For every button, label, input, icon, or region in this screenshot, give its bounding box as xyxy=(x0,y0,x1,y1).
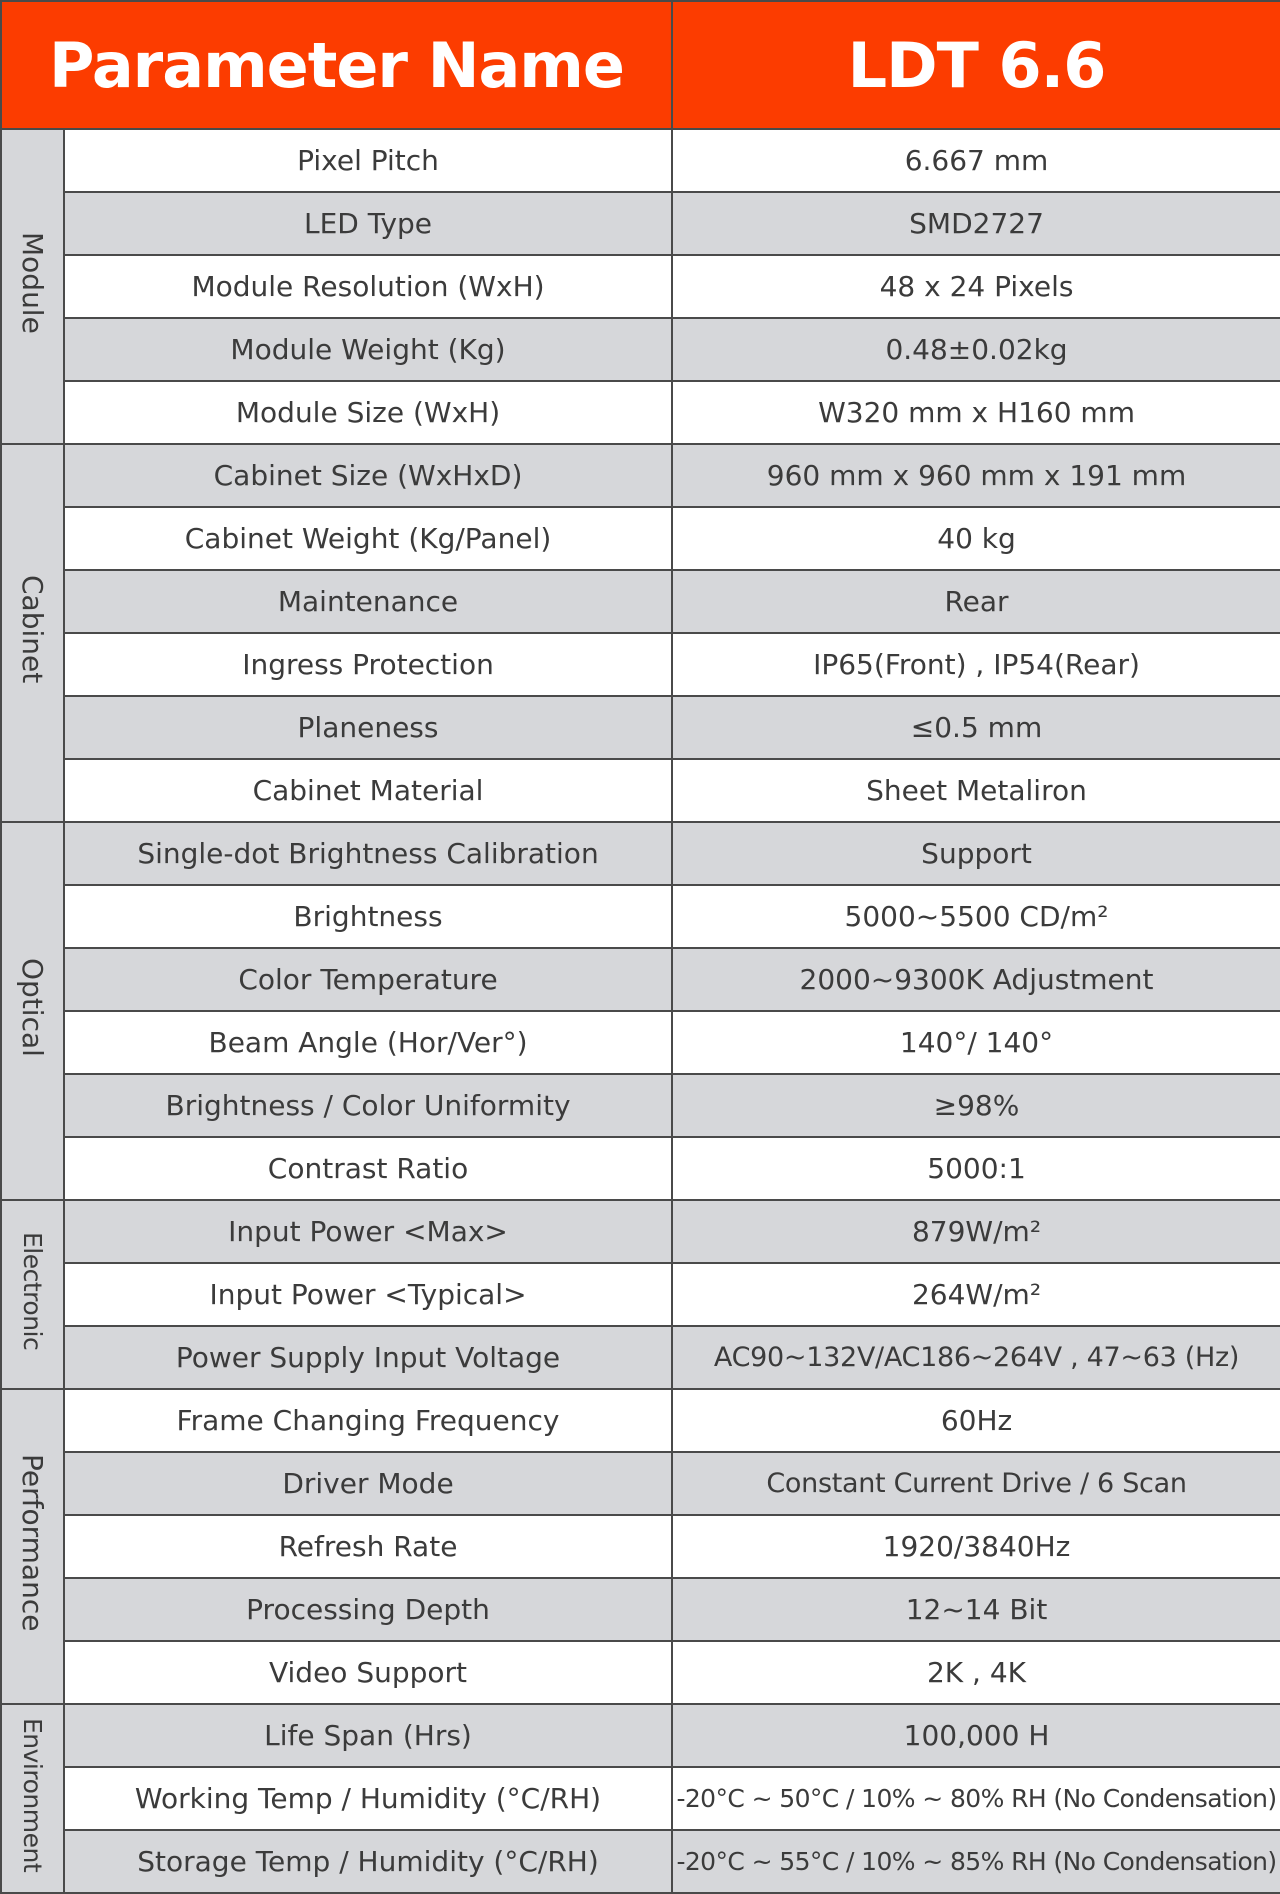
spec-row xyxy=(1,1137,1280,1200)
parameter-name-cell: Storage Temp / Humidity (°C/RH) xyxy=(64,1830,672,1893)
parameter-name-cell: Input Power <Max> xyxy=(64,1200,672,1263)
parameter-name-cell: Single-dot Brightness Calibration xyxy=(64,822,672,885)
spec-row xyxy=(1,1074,1280,1137)
parameter-value-cell: -20°C ~ 50°C / 10% ~ 80% RH (No Condensation) xyxy=(672,1767,1280,1830)
spec-row xyxy=(1,1452,1280,1515)
group-cell-environment xyxy=(1,1704,64,1893)
spec-row xyxy=(1,1011,1280,1074)
spec-row xyxy=(1,1200,1280,1263)
group-label: Electronic xyxy=(18,1231,47,1351)
spec-row xyxy=(1,1326,1280,1389)
parameter-name-cell: Brightness xyxy=(64,885,672,948)
parameter-value-cell: ≥98% xyxy=(672,1074,1280,1137)
parameter-name-cell: Working Temp / Humidity (°C/RH) xyxy=(64,1767,672,1830)
group-cell-optical xyxy=(1,822,64,1200)
parameter-name-cell: Contrast Ratio xyxy=(64,1137,672,1200)
spec-row xyxy=(1,318,1280,381)
parameter-value-cell: Rear xyxy=(672,570,1280,633)
parameter-name-cell: Pixel Pitch xyxy=(64,129,672,192)
spec-row xyxy=(1,1389,1280,1452)
group-cell-performance xyxy=(1,1389,64,1704)
parameter-value-cell: AC90~132V/AC186~264V , 47~63 (Hz) xyxy=(672,1326,1280,1389)
parameter-value-cell: 2000~9300K Adjustment xyxy=(672,948,1280,1011)
parameter-name-cell: Brightness / Color Uniformity xyxy=(64,1074,672,1137)
parameter-value-cell: 264W/m² xyxy=(672,1263,1280,1326)
group-label: Performance xyxy=(16,1454,49,1632)
spec-body xyxy=(1,129,1280,1893)
parameter-value-cell: 2K , 4K xyxy=(672,1641,1280,1704)
parameter-value-cell: 48 x 24 Pixels xyxy=(672,255,1280,318)
parameter-value-cell: 60Hz xyxy=(672,1389,1280,1452)
spec-row xyxy=(1,507,1280,570)
parameter-name-cell: Power Supply Input Voltage xyxy=(64,1326,672,1389)
group-label: Module xyxy=(16,232,49,334)
group-label: Environment xyxy=(18,1717,47,1873)
spec-row xyxy=(1,1767,1280,1830)
parameter-name-cell: Video Support xyxy=(64,1641,672,1704)
parameter-name-cell: Maintenance xyxy=(64,570,672,633)
spec-row xyxy=(1,633,1280,696)
spec-row xyxy=(1,1830,1280,1893)
parameter-name-cell: Life Span (Hrs) xyxy=(64,1704,672,1767)
header-parameter-name: Parameter Name xyxy=(1,1,672,129)
parameter-value-cell: 1920/3840Hz xyxy=(672,1515,1280,1578)
parameter-name-cell: Module Size (WxH) xyxy=(64,381,672,444)
parameter-name-cell: Driver Mode xyxy=(64,1452,672,1515)
parameter-value-cell: SMD2727 xyxy=(672,192,1280,255)
parameter-name-cell: Planeness xyxy=(64,696,672,759)
parameter-name-cell: Processing Depth xyxy=(64,1578,672,1641)
parameter-value-cell: 960 mm x 960 mm x 191 mm xyxy=(672,444,1280,507)
parameter-value-cell: 5000:1 xyxy=(672,1137,1280,1200)
spec-row xyxy=(1,1641,1280,1704)
spec-row xyxy=(1,1704,1280,1767)
parameter-value-cell: 140°/ 140° xyxy=(672,1011,1280,1074)
parameter-name-cell: Cabinet Weight (Kg/Panel) xyxy=(64,507,672,570)
spec-row xyxy=(1,948,1280,1011)
spec-row xyxy=(1,759,1280,822)
parameter-value-cell: 5000~5500 CD/m² xyxy=(672,885,1280,948)
group-cell-electronic xyxy=(1,1200,64,1389)
spec-row xyxy=(1,1515,1280,1578)
parameter-name-cell: Cabinet Material xyxy=(64,759,672,822)
spec-row xyxy=(1,885,1280,948)
parameter-name-cell: Module Weight (Kg) xyxy=(64,318,672,381)
parameter-name-cell: Color Temperature xyxy=(64,948,672,1011)
parameter-value-cell: W320 mm x H160 mm xyxy=(672,381,1280,444)
parameter-value-cell: 0.48±0.02kg xyxy=(672,318,1280,381)
spec-row xyxy=(1,1263,1280,1326)
group-label: Optical xyxy=(16,958,49,1057)
header-model: LDT 6.6 xyxy=(672,1,1280,129)
spec-row xyxy=(1,696,1280,759)
parameter-value-cell: 40 kg xyxy=(672,507,1280,570)
spec-row xyxy=(1,444,1280,507)
spec-row xyxy=(1,192,1280,255)
parameter-name-cell: Refresh Rate xyxy=(64,1515,672,1578)
parameter-value-cell: IP65(Front) , IP54(Rear) xyxy=(672,633,1280,696)
spec-row xyxy=(1,255,1280,318)
parameter-name-cell: LED Type xyxy=(64,192,672,255)
parameter-value-cell: 879W/m² xyxy=(672,1200,1280,1263)
parameter-value-cell: Support xyxy=(672,822,1280,885)
parameter-value-cell: ≤0.5 mm xyxy=(672,696,1280,759)
group-label: Cabinet xyxy=(16,575,49,684)
spec-row xyxy=(1,822,1280,885)
parameter-value-cell: 12~14 Bit xyxy=(672,1578,1280,1641)
spec-row xyxy=(1,570,1280,633)
spec-row xyxy=(1,1578,1280,1641)
parameter-name-cell: Frame Changing Frequency xyxy=(64,1389,672,1452)
parameter-name-cell: Cabinet Size (WxHxD) xyxy=(64,444,672,507)
group-cell-cabinet xyxy=(1,444,64,822)
spec-row xyxy=(1,129,1280,192)
parameter-value-cell: Constant Current Drive / 6 Scan xyxy=(672,1452,1280,1515)
parameter-value-cell: 6.667 mm xyxy=(672,129,1280,192)
parameter-value-cell: Sheet Metaliron xyxy=(672,759,1280,822)
parameter-value-cell: 100,000 H xyxy=(672,1704,1280,1767)
parameter-name-cell: Beam Angle (Hor/Ver°) xyxy=(64,1011,672,1074)
parameter-value-cell: -20°C ~ 55°C / 10% ~ 85% RH (No Condensation) xyxy=(672,1830,1280,1893)
parameter-name-cell: Ingress Protection xyxy=(64,633,672,696)
spec-row xyxy=(1,381,1280,444)
parameter-name-cell: Input Power <Typical> xyxy=(64,1263,672,1326)
header-row xyxy=(1,1,1280,129)
group-cell-module xyxy=(1,129,64,444)
parameter-name-cell: Module Resolution (WxH) xyxy=(64,255,672,318)
